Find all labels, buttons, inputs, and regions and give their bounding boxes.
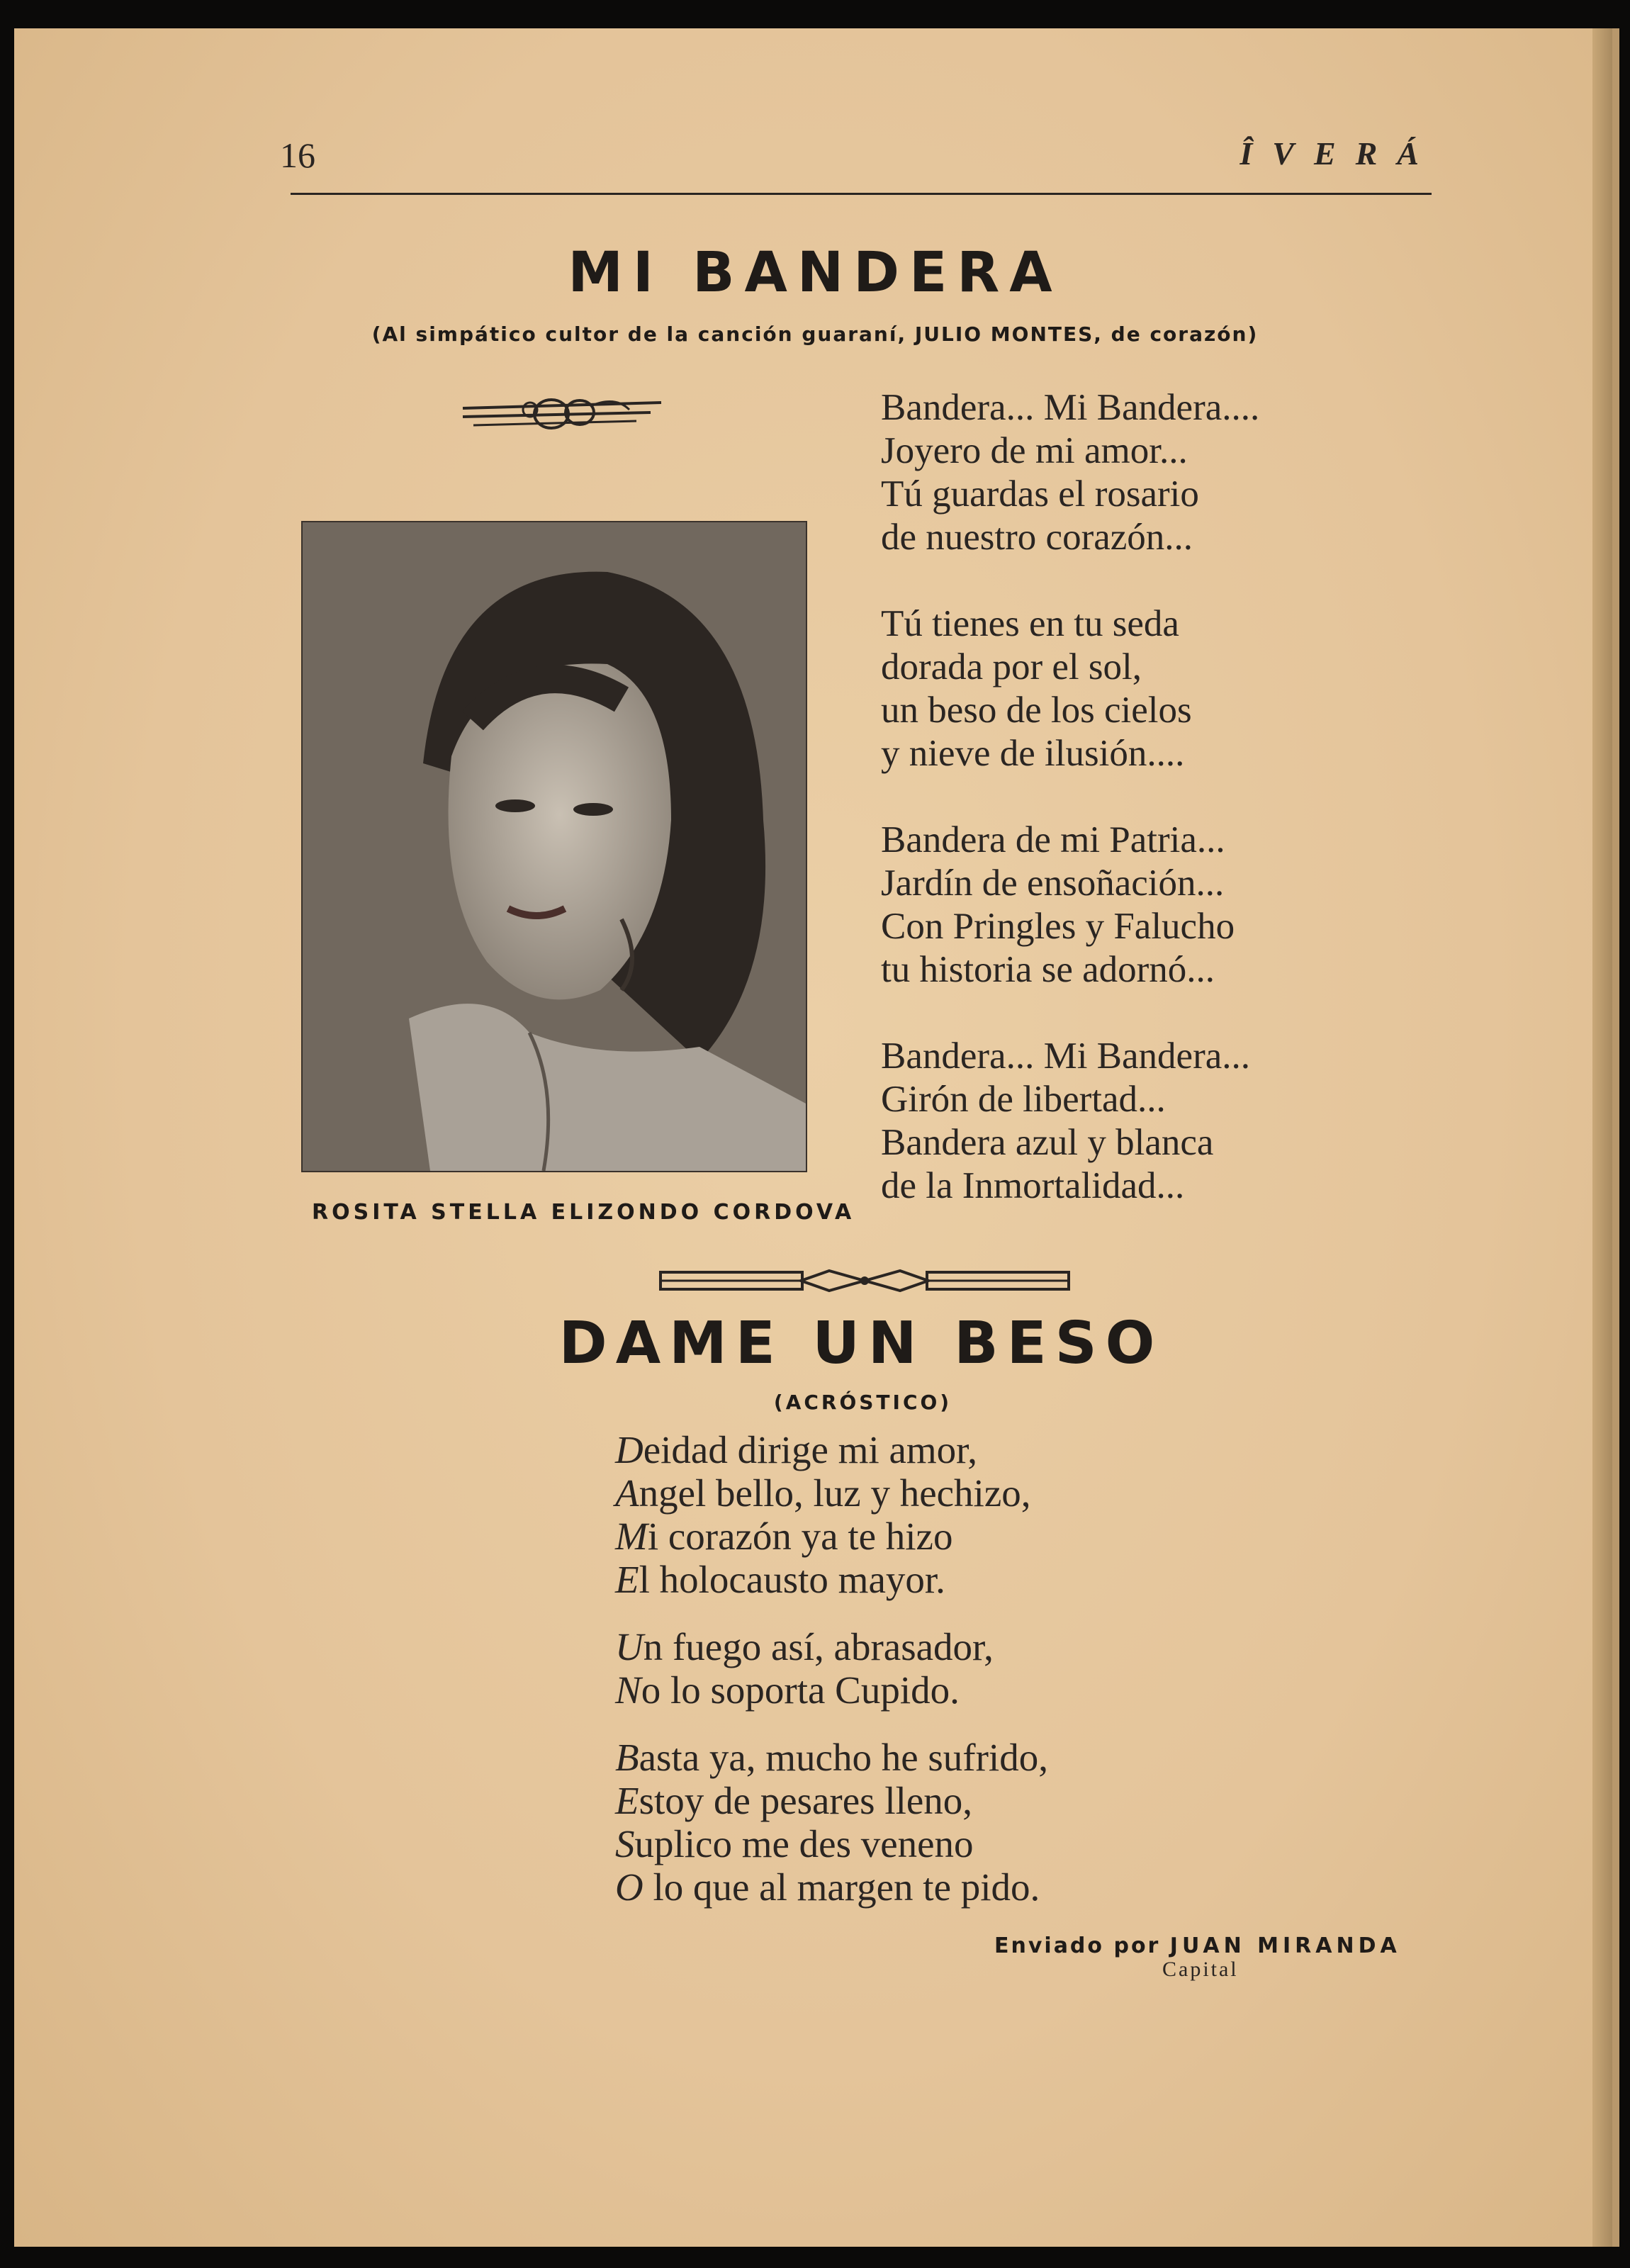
poem-line xyxy=(615,1865,1324,1909)
header-rule xyxy=(291,193,1432,195)
poem-line xyxy=(615,1822,1324,1865)
poem-dame-un-beso xyxy=(615,1428,1324,1933)
poem-line: tu historia se adornó... xyxy=(881,949,1215,990)
stanza-1 xyxy=(881,386,1476,559)
acrostic-initial: M xyxy=(615,1515,648,1558)
stanza-1 xyxy=(615,1428,1324,1601)
stanza-2 xyxy=(881,602,1476,775)
poem-line: Tú guardas el rosario xyxy=(881,473,1199,515)
poem-dedication: (Al simpático cultor de la canción guaraní, JULIO MONTES, de corazón) xyxy=(371,322,1259,346)
line-text: uplico me des veneno xyxy=(634,1822,974,1865)
acrostic-initial: E xyxy=(615,1558,639,1601)
poem-line xyxy=(615,1471,1324,1515)
poem-line: Bandera de mi Patria... xyxy=(881,819,1225,860)
portrait-photo xyxy=(301,521,807,1172)
acrostic-initial: U xyxy=(615,1625,643,1668)
line-text: asta ya, mucho he sufrido, xyxy=(639,1736,1048,1779)
acrostic-initial: S xyxy=(615,1822,635,1865)
divider-ornament xyxy=(659,1267,1070,1298)
poem-line: Joyero de mi amor... xyxy=(881,430,1188,471)
poem-line: un beso de los cielos xyxy=(881,690,1192,731)
sender-place: Capital xyxy=(1162,1958,1239,1981)
acrostic-initial: N xyxy=(615,1668,641,1712)
poem-line: Tú tienes en tu seda xyxy=(881,603,1179,644)
line-text: eidad dirige mi amor, xyxy=(643,1428,977,1471)
poem-title-mi-bandera: MI BANDERA xyxy=(568,241,1062,305)
poem-line: de la Inmortalidad... xyxy=(881,1165,1185,1206)
magazine-title: ÎVERÁ xyxy=(1240,135,1439,172)
line-text: ngel bello, luz y hechizo, xyxy=(639,1471,1031,1515)
poem-line: y nieve de ilusión.... xyxy=(881,733,1185,774)
stanza-2 xyxy=(615,1625,1324,1712)
acrostic-initial: E xyxy=(615,1779,639,1822)
poem-line: Bandera... Mi Bandera... xyxy=(881,1035,1250,1077)
sent-by-label: Enviado por xyxy=(994,1933,1161,1958)
poem-mi-bandera xyxy=(881,386,1476,1251)
line-text: stoy de pesares lleno, xyxy=(639,1779,973,1822)
sender-line xyxy=(994,1933,1401,1958)
poem-line xyxy=(615,1625,1324,1668)
poem-line xyxy=(615,1668,1324,1712)
poem-subtitle: (ACRÓSTICO) xyxy=(773,1391,952,1414)
poem-line xyxy=(615,1779,1324,1822)
poem-line: Jardín de ensoñación... xyxy=(881,863,1225,904)
floral-ornament xyxy=(459,388,665,442)
acrostic-initial: D xyxy=(615,1428,643,1471)
line-text: i corazón ya te hizo xyxy=(647,1515,953,1558)
poem-line: Con Pringles y Falucho xyxy=(881,906,1235,947)
photo-caption: ROSITA STELLA ELIZONDO CORDOVA xyxy=(312,1200,855,1225)
poem-title-dame-un-beso: DAME UN BESO xyxy=(558,1310,1164,1377)
sender-name: JUAN MIRANDA xyxy=(1169,1933,1401,1958)
acrostic-initial: B xyxy=(615,1736,639,1779)
line-text: n fuego así, abrasador, xyxy=(643,1625,994,1668)
poem-line: dorada por el sol, xyxy=(881,646,1142,687)
line-text: o lo soporta Cupido. xyxy=(641,1668,960,1712)
poem-line: de nuestro corazón... xyxy=(881,517,1193,558)
line-text: lo que al margen te pido. xyxy=(643,1865,1040,1909)
poem-line: Bandera... Mi Bandera.... xyxy=(881,387,1260,428)
line-text: l holocausto mayor. xyxy=(639,1558,945,1601)
page-number: 16 xyxy=(280,135,315,175)
acrostic-initial: O xyxy=(615,1865,643,1909)
poem-line xyxy=(615,1515,1324,1558)
poem-line: Girón de libertad... xyxy=(881,1079,1166,1120)
poem-line xyxy=(615,1736,1324,1779)
poem-line xyxy=(615,1428,1324,1471)
poem-line xyxy=(615,1558,1324,1601)
stanza-3 xyxy=(615,1736,1324,1909)
stanza-4 xyxy=(881,1035,1476,1208)
page-edge xyxy=(1592,28,1612,2247)
poem-line: Bandera azul y blanca xyxy=(881,1122,1214,1163)
acrostic-initial: A xyxy=(615,1471,639,1515)
stanza-3 xyxy=(881,819,1476,992)
